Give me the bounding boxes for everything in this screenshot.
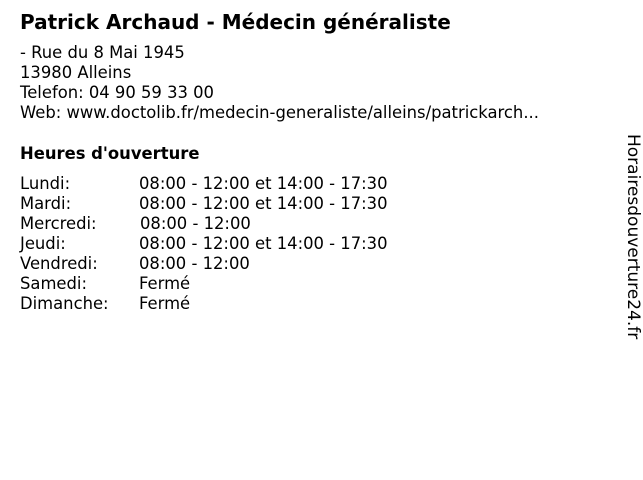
time-value: 08:00 - 12:00 [140, 214, 251, 233]
site-watermark: Horairesdouverture24.fr [623, 134, 643, 340]
time-value: 08:00 - 12:00 et 14:00 - 17:30 [139, 174, 388, 193]
day-label: Mardi: [20, 194, 72, 213]
time-value: Fermé [139, 274, 191, 293]
website-link: Web: www.doctolib.fr/medecin-generaliste/alleins/patrickarch... [20, 103, 539, 122]
time-value: 08:00 - 12:00 et 14:00 - 17:30 [139, 194, 388, 213]
page-title: Patrick Archaud - Médecin généraliste [20, 10, 451, 34]
hours-heading: Heures d'ouverture [20, 144, 200, 163]
day-label: Vendredi: [20, 254, 98, 273]
city-address: 13980 Alleins [20, 63, 132, 82]
time-value: 08:00 - 12:00 et 14:00 - 17:30 [139, 234, 388, 253]
address-block [20, 43, 539, 123]
day-label: Mercredi: [20, 214, 97, 233]
day-label: Lundi: [20, 174, 71, 193]
street-address: - Rue du 8 Mai 1945 [20, 43, 185, 62]
day-label: Dimanche: [20, 294, 109, 313]
time-value: 08:00 - 12:00 [139, 254, 250, 273]
phone-number: Telefon: 04 90 59 33 00 [20, 83, 214, 102]
time-value: Fermé [139, 294, 191, 313]
day-label: Jeudi: [20, 234, 66, 253]
day-label: Samedi: [20, 274, 87, 293]
